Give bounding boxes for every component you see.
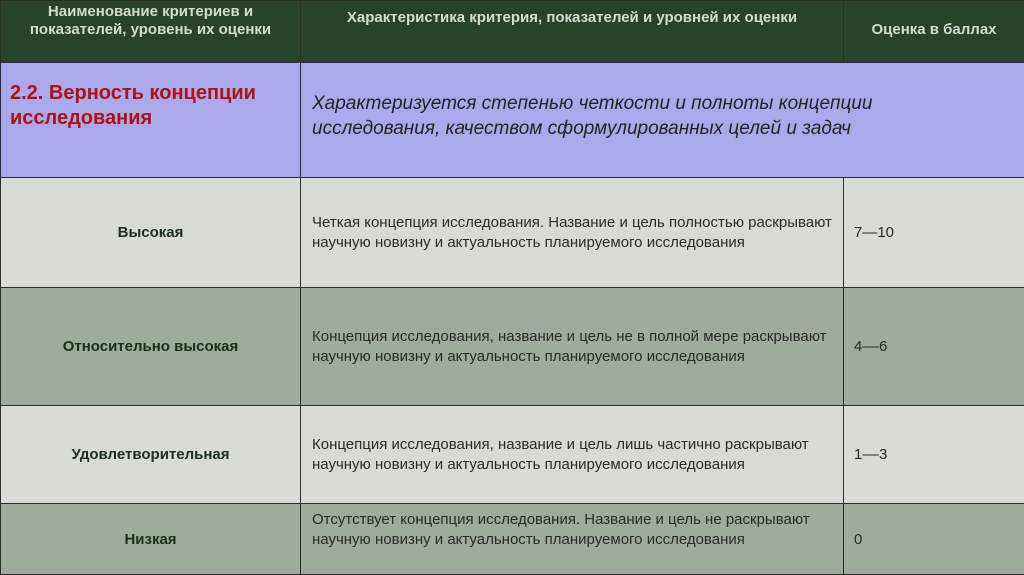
table-row: [1, 288, 1024, 406]
level-description: Концепция исследования, название и цель не в полной мере раскрывают научную новизну и актуальность планируемого исследования: [301, 288, 844, 406]
level-score: 4––6: [844, 288, 1024, 406]
table-header-row: [1, 1, 1024, 63]
table-row: [1, 178, 1024, 288]
level-score: 7—10: [844, 178, 1024, 288]
header-criteria-name: Наименование критериев и показателей, уровень их оценки: [1, 1, 301, 63]
header-characteristic: Характеристика критерия, показателей и уровней их оценки: [301, 1, 844, 63]
table-row: [1, 504, 1024, 575]
level-score: 0: [844, 504, 1024, 575]
criterion-description: Характеризуется степенью четкости и полноты концепции исследования, качеством сформулированных целей и задач: [301, 63, 1024, 178]
level-score: 1––3: [844, 406, 1024, 504]
header-score: Оценка в баллах: [844, 1, 1024, 63]
level-description: Четкая концепция исследования. Название и цель полностью раскрывают научную новизну и актуальность планируемого исследования: [301, 178, 844, 288]
level-name: Удовлетворительная: [1, 406, 301, 504]
level-name: Высокая: [1, 178, 301, 288]
criterion-row: [1, 63, 1024, 178]
level-description: Отсутствует концепция исследования. Название и цель не раскрывают научную новизну и актуальность планируемого исследования: [301, 504, 844, 575]
level-name: Низкая: [1, 504, 301, 575]
table-row: [1, 406, 1024, 504]
level-description: Концепция исследования, название и цель лишь частично раскрывают научную новизну и актуальность планируемого исследования: [301, 406, 844, 504]
criterion-title: 2.2. Верность концепции исследования: [1, 63, 301, 178]
level-name: Относительно высокая: [1, 288, 301, 406]
